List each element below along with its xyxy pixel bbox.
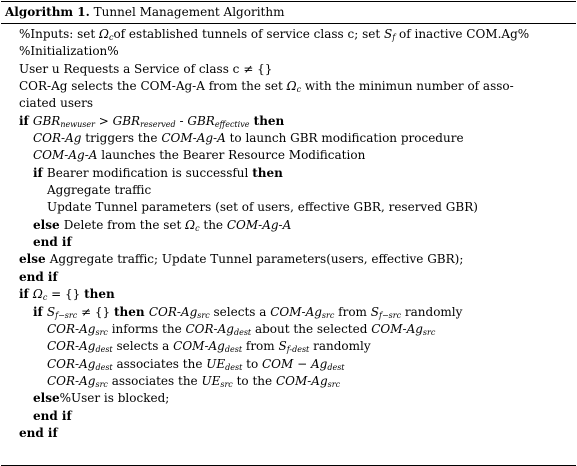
- algorithm-box: [1, 1, 576, 466]
- keyword: then: [252, 165, 283, 180]
- line-text: to the: [232, 373, 276, 388]
- line-text: associates the: [107, 373, 202, 388]
- line-text: UE: [201, 373, 221, 388]
- line-text: Delete from the set: [63, 217, 186, 232]
- algorithm-line: [1, 234, 576, 251]
- line-text: of established tunnels of service class c; set: [113, 27, 384, 41]
- subscript: src: [327, 379, 341, 389]
- keyword: end if: [33, 408, 72, 423]
- algorithm-line: [1, 61, 576, 78]
- line-text: from: [334, 304, 371, 319]
- keyword: then: [249, 113, 285, 128]
- algorithm-line: [1, 43, 576, 60]
- keyword: end if: [33, 235, 72, 250]
- line-text: Ω: [99, 27, 109, 41]
- line-text: COR-Ag: [33, 131, 82, 146]
- line-text: GBR: [112, 113, 141, 128]
- subscript: dest: [95, 362, 113, 372]
- keyword: else: [33, 217, 64, 232]
- line-text: COM − Ag: [262, 356, 328, 371]
- line-text: COM-Ag-A: [226, 217, 292, 232]
- algorithm-line: [1, 338, 576, 355]
- line-text: COR-Ag selects the COM-Ag-A from the set: [19, 79, 287, 94]
- algorithm-line: [1, 165, 576, 182]
- line-text: COM-Ag-A: [33, 148, 98, 163]
- subscript: c: [42, 293, 48, 303]
- keyword: end if: [19, 269, 58, 284]
- algorithm-line: [1, 95, 576, 112]
- algorithm-line: [1, 78, 576, 95]
- line-text: triggers the: [81, 131, 162, 146]
- line-text: COR-Ag: [47, 373, 96, 388]
- line-text: GBR: [187, 113, 215, 128]
- subscript: reserved: [140, 119, 176, 129]
- line-text: Bearer modification is successful: [46, 165, 253, 180]
- line-text: with the minimun number of asso-: [301, 79, 514, 94]
- algorithm-line: [1, 373, 576, 390]
- line-text: %Inputs: set: [19, 27, 100, 41]
- line-text: randomly: [309, 339, 371, 354]
- algorithm-caption: [1, 2, 576, 24]
- algorithm-line: [1, 251, 576, 268]
- line-text: COM-Ag: [371, 321, 423, 336]
- line-text: COR-Ag: [47, 339, 96, 354]
- line-text: Aggregate traffic; Update Tunnel parameters(users, effective GBR);: [49, 252, 464, 267]
- keyword: then: [114, 304, 149, 319]
- line-text: COR-Ag: [47, 356, 96, 371]
- line-text: of inactive COM.Ag%: [395, 27, 530, 41]
- subscript: src: [95, 327, 108, 337]
- line-text: COM-Ag: [270, 304, 322, 319]
- line-text: >: [94, 113, 113, 128]
- subscript: dest: [233, 327, 252, 337]
- algorithm-line: [1, 199, 576, 216]
- algorithm-line: [1, 304, 576, 321]
- algorithm-line: [1, 147, 576, 164]
- line-text: COM-Ag: [275, 373, 328, 388]
- line-text: ≠ {}: [77, 304, 114, 319]
- line-text: selects a: [112, 339, 174, 354]
- keyword: then: [84, 287, 115, 302]
- line-text: Aggregate traffic: [47, 183, 152, 198]
- line-text: Ω: [32, 287, 43, 302]
- algorithm-label: Algorithm 1.: [5, 5, 90, 19]
- keyword: if: [19, 287, 33, 302]
- line-text: the: [199, 217, 227, 232]
- subscript: c: [108, 33, 114, 42]
- line-text: associates the: [112, 356, 207, 371]
- line-text: GBR: [32, 113, 61, 128]
- subscript: dest: [224, 345, 243, 355]
- line-text: COM-Ag: [173, 339, 225, 354]
- subscript: newuser: [60, 119, 95, 129]
- line-text: COM-Ag-A: [161, 131, 226, 146]
- subscript: dest: [225, 362, 243, 372]
- line-text: about the selected: [251, 321, 372, 336]
- line-text: selects a: [209, 304, 271, 319]
- line-text: from: [242, 339, 279, 354]
- subscript: c: [195, 223, 200, 233]
- line-text: to: [242, 356, 262, 371]
- algorithm-line: [1, 356, 576, 373]
- subscript: src: [197, 310, 210, 320]
- line-text: %User is blocked;: [59, 391, 170, 406]
- algorithm-line: [1, 130, 576, 147]
- keyword: if: [33, 165, 47, 180]
- subscript: c: [296, 85, 302, 95]
- subscript: f−src: [55, 310, 78, 320]
- line-text: UE: [206, 356, 226, 371]
- subscript: f-dest: [286, 345, 310, 355]
- line-text: Update Tunnel parameters (set of users, effective GBR, reserved GBR): [47, 200, 478, 215]
- line-text: S: [278, 339, 287, 354]
- line-text: %Initialization%: [19, 44, 119, 59]
- line-text: -: [175, 113, 188, 128]
- algorithm-line: [1, 408, 576, 425]
- algorithm-line: [1, 390, 576, 407]
- line-text: = {}: [47, 287, 85, 302]
- subscript: src: [422, 327, 436, 337]
- line-text: S: [46, 304, 56, 319]
- line-text: COR-Ag: [185, 321, 234, 336]
- line-text: S: [370, 304, 379, 319]
- subscript: effective: [214, 119, 250, 129]
- algorithm-line: [1, 26, 576, 43]
- keyword: if: [33, 304, 47, 319]
- algorithm-line: [1, 286, 576, 303]
- algorithm-line: [1, 321, 576, 338]
- line-text: Ω: [185, 217, 196, 232]
- subscript: src: [95, 379, 108, 389]
- line-text: Ω: [286, 79, 297, 94]
- line-text: COR-Ag: [148, 304, 198, 319]
- subscript: src: [220, 379, 233, 389]
- line-text: launches the Bearer Resource Modification: [97, 148, 366, 163]
- line-text: informs the: [107, 321, 186, 336]
- line-text: COR-Ag: [47, 321, 96, 336]
- algorithm-line: [1, 425, 576, 442]
- subscript: f−src: [379, 310, 402, 320]
- line-text: randomly: [401, 304, 463, 319]
- algorithm-body: [1, 24, 576, 442]
- line-text: to launch GBR modification procedure: [225, 131, 464, 146]
- subscript: dest: [327, 362, 345, 372]
- line-text: ciated users: [19, 96, 94, 111]
- keyword: if: [19, 113, 33, 128]
- keyword: else: [33, 391, 60, 406]
- keyword: else: [19, 252, 50, 267]
- keyword: end if: [19, 425, 58, 440]
- subscript: dest: [95, 345, 113, 355]
- algorithm-title: Tunnel Management Algorithm: [93, 5, 285, 19]
- line-text: User u Requests a Service of class c ≠ {}: [19, 61, 273, 76]
- algorithm-line: [1, 269, 576, 286]
- line-text: S: [383, 27, 393, 41]
- subscript: src: [321, 310, 335, 320]
- subscript: f: [392, 33, 396, 42]
- algorithm-line: [1, 217, 576, 234]
- algorithm-line: [1, 113, 576, 130]
- algorithm-line: [1, 182, 576, 199]
